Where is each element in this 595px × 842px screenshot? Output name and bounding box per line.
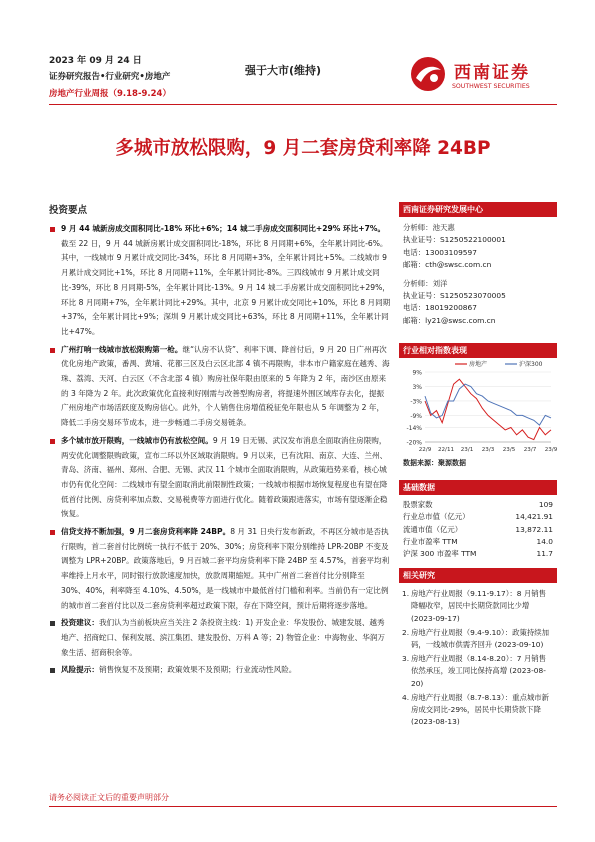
related-report-item[interactable] <box>399 625 557 651</box>
x-tick-label: 23/5 <box>502 447 516 454</box>
investment-advice <box>49 616 391 660</box>
related-report-item[interactable] <box>399 651 557 690</box>
point-text: 9 月 19 日无锡、武汉发布消息全面取消住房限购，两安优化调整限购政策，宣布二环以外区域取消限购。9 月以来，已有沈阳、南京、大连、兰州、青岛、济南、福州、郑州、合肥、无锡、武汉 11 个城市全面取消限购，从政策趋势来看，核心城市仍有优化空间：二线城市有望全面取消此前限制性政策；一线城市根据市场恢复程度也有望在降低首付比例、房贷利率加点数、交易税费等方面进行优化。随着政策跟进落实，市场有望逐渐企稳恢复。 <box>61 435 388 519</box>
legend-label: 房地产 <box>469 361 488 369</box>
basic-data-row <box>399 548 557 560</box>
basic-data-value: 14.0 <box>536 536 553 546</box>
company-logo <box>406 52 556 98</box>
x-tick-label: 23/3 <box>481 447 495 454</box>
basic-data-label: 沪深 300 市盈率 TTM <box>403 549 477 559</box>
advice-label: 投资建议： <box>61 618 99 628</box>
related-report-number: 1. <box>402 589 410 599</box>
chart-source: 数据来源：聚源数据 <box>403 459 466 468</box>
investment-point <box>49 343 391 431</box>
investment-point <box>49 434 391 522</box>
basic-data-value: 109 <box>538 500 553 510</box>
risk-warning <box>49 663 391 678</box>
analyst-line: 电话：13003109597 <box>403 247 477 257</box>
report-series: 房地产行业周报（9.18-9.24） <box>49 89 171 99</box>
x-tick-label: 22/9 <box>418 447 432 454</box>
y-tick-label: -20% <box>406 439 422 447</box>
index-heading: 行业相对指数表现 <box>399 343 557 358</box>
point-lead: 9 月 44 城新房成交面积同比-18% 环比+6%；14 城二手房成交面积同比+29% 环比+7%。 <box>61 224 386 233</box>
related-report-number: 2. <box>402 627 410 637</box>
related-report-item[interactable] <box>399 690 557 729</box>
point-text: 8 月 31 日央行发布新政，不再区分城市是否执行限购，首二套首付比例统一执行不低于 20%、30%；房贷利率下限分别维持 LPR-20BP 不变及调整为 LPR+20BP。政策落地后，9 月百城二套平均房贷利率下降 24BP 至 4.57%，首套平均利率维持上月水平，同时银行放款速度加快，放款周期缩短。其中广州首二套首付比分别降至 30%、40%，利率降至 4.10%、4.50%，是一线城市中最低首付门槛和利率。当前仍有一定比例的城市首二套首付比以及二套房贷利率超过政策下限，存在下降空间，预计后期将逐步落地。 <box>61 527 390 610</box>
analyst-info <box>399 217 557 329</box>
basic-data-row <box>399 499 557 511</box>
industry-rating: 强于大市(维持) <box>245 64 322 77</box>
sidebar <box>399 202 557 729</box>
x-tick-label: 23/9 <box>544 447 557 454</box>
investment-point <box>49 222 391 340</box>
related-heading: 相关研究 <box>399 568 557 583</box>
legend-label: 沪深300 <box>519 361 543 369</box>
related-report-title: 房地产行业周报（9.4-9.10）：政策持续加码，一线城市供需齐回升 (2023-09-10) <box>411 627 550 650</box>
analyst-line: 分析师：刘洋 <box>403 278 448 288</box>
point-lead: 广州打响一线城市放松限购第一枪。 <box>61 344 183 354</box>
report-title: 多城市放松限购，9 月二套房贷利率降 24BP <box>115 138 491 159</box>
report-category: 证券研究报告•行业研究•房地产 <box>49 72 171 82</box>
point-text: 继“认房不认贷”、利率下调、降首付后，9 月 20 日广州再次优化房地产政策，番禺、黄埔、花都三区及白云区北部 4 镇不再限购，非本市户籍家庭在越秀、海珠、荔湾、天河、白云区（不含北部 4 镇）购房社保年限由原来的 5 年降为 2 年，南沙区由原来的 3 年降为 2 年。此次政策优化直接利好刚需与改善型购房者，将提速外围区域库存去化，提振广州房地产市场活跃度及购房信心。此外，个人销售住房增值税征免年限也从 5 年调整为 2 年，降低二手房交易环节成本，进一步畅通二手房交易链条。 <box>61 344 390 428</box>
related-report-title: 房地产行业周报（9.11-9.17）：8 月销售降幅收窄，居民中长期贷款同比少增 (2023-09-17) <box>411 589 547 623</box>
y-tick-label: 9% <box>412 369 422 377</box>
analyst-line[interactable]: 邮箱：cth@swsc.com.cn <box>403 260 492 270</box>
y-tick-label: -14% <box>406 425 422 433</box>
header-divider <box>49 104 557 105</box>
team-heading: 西南证券研究发展中心 <box>399 202 557 217</box>
related-report-title: 房地产行业周报（8.7-8.13）：重点城市新房成交同比-29%，居民中长期贷款下降 (2023-08-13) <box>411 692 550 727</box>
analyst-line[interactable]: 邮箱：ly21@swsc.com.cn <box>403 315 496 325</box>
report-date: 2023 年 09 月 24 日 <box>49 56 142 66</box>
basic-data-value: 14,421.91 <box>515 512 553 522</box>
basic-data-label: 流通市值（亿元） <box>403 524 463 534</box>
basic-data-label: 行业总市值（亿元） <box>403 512 470 522</box>
basic-data-value: 13,872.11 <box>515 524 553 534</box>
basic-data-value: 11.7 <box>536 549 553 559</box>
related-report-number: 4. <box>402 692 410 702</box>
y-tick-label: -9% <box>410 413 422 421</box>
x-tick-label: 23/7 <box>523 447 537 454</box>
x-tick-label: 23/1 <box>460 447 474 454</box>
logo-emblem-icon <box>408 54 448 94</box>
basic-data-row <box>399 524 557 536</box>
footer-divider <box>49 806 557 807</box>
related-report-item[interactable] <box>399 586 557 625</box>
basic-data-label: 股票家数 <box>403 500 433 510</box>
point-lead: 信贷支持不断加强，9 月二套房贷利率降 24BP。 <box>61 527 231 537</box>
relative-index-chart <box>399 358 557 458</box>
related-report-number: 3. <box>402 654 410 664</box>
related-research-list <box>399 583 557 728</box>
disclaimer-note: 请务必阅读正文后的重要声明部分 <box>49 793 169 802</box>
basic-data-row <box>399 511 557 523</box>
x-tick-label: 22/11 <box>437 447 455 454</box>
y-tick-label: 3% <box>412 384 422 392</box>
investment-body <box>49 222 391 678</box>
related-report-title: 房地产行业周报（8.14-8.20）：7 月销售依然承压，竣工同比保持高增 (2023-08-20) <box>411 654 547 688</box>
basic-data-row <box>399 536 557 548</box>
basic-data-label: 行业市盈率 TTM <box>403 536 458 546</box>
risk-label: 风险提示： <box>61 665 99 675</box>
basic-data-heading: 基础数据 <box>399 480 557 495</box>
basic-data-table <box>399 495 557 560</box>
analyst-line: 执业证号：S1250523070005 <box>403 291 506 301</box>
point-lead: 多个城市放开限购，一线城市仍有放松空间。 <box>61 435 213 445</box>
series-line-real-estate <box>425 379 551 439</box>
advice-text: 我们认为当前板块应当关注 2 条投资主线：1) 开发企业：华发股份、城建发展、越秀地产、招商蛇口、保利发展、滨江集团、建发股份、万科 A 等；2) 物管企业：中海物业、华润万象生活、招商积余等。 <box>61 618 385 657</box>
analyst-line: 分析师：池天惠 <box>403 223 455 232</box>
series-line-csi300 <box>425 384 551 425</box>
logo-english-name: SOUTHWEST SECURITIES <box>452 83 530 90</box>
risk-text: 销售恢复不及预期；政策效果不及预期；行业流动性风险。 <box>98 665 297 675</box>
investment-heading: 投资要点 <box>49 205 88 216</box>
analyst-line: 执业证号：S1250522100001 <box>403 235 506 245</box>
investment-point <box>49 525 391 613</box>
point-text: 截至 22 日，9 月 44 城新房累计成交面积同比-18%，环比 8 月同期+6%，全年累计同比-6%。其中，一线城市 9 月累计成交同比-34%，环比 8 月同期+3%，全年累计同比+5%。二线城市 9 月累计成交同比+1%，环比 8 月同期+11%，全年累计同比-8%。三四线城市 9 月累计成交同比-39%，环比 8 月同期-5%，全年累计同比-13%。9 月 14 城二手房累计成交面积同比+29%，环比 8 月同期+7%，全年累计同比+29%。其中，北京 9 月累计成交同比+10%，环比 8 月同期+37%，全年累计同比+9%；深圳 9 月累计成交同比+63%，环比 8 月同期+11%，全年累计同比+47%。 <box>61 238 391 336</box>
y-tick-label: -3% <box>410 398 422 406</box>
analyst-line: 电话：18019200867 <box>403 303 477 313</box>
logo-chinese-name: 西南证券 <box>454 63 530 83</box>
